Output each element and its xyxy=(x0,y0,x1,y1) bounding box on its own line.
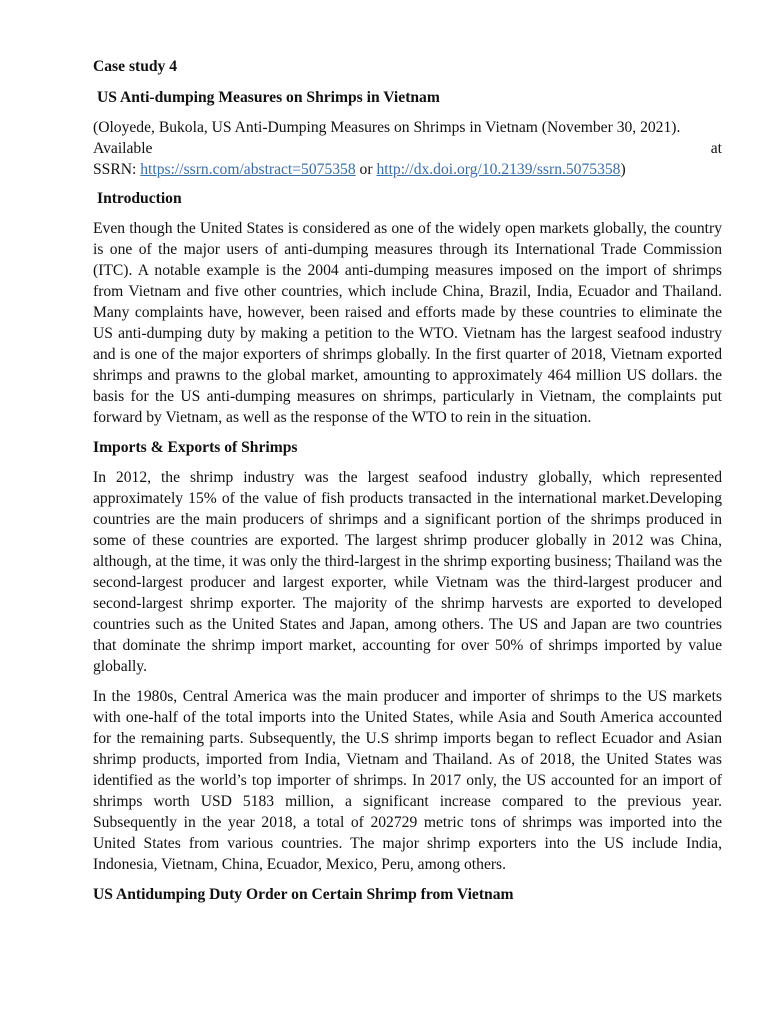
ssrn-link[interactable]: https://ssrn.com/abstract=5075358 xyxy=(140,161,356,178)
introduction-heading: Introduction xyxy=(97,190,182,207)
imports-exports-heading: Imports & Exports of Shrimps xyxy=(93,439,298,456)
document-content xyxy=(93,56,722,914)
citation-or: or xyxy=(355,161,377,178)
ssrn-prefix: SSRN: xyxy=(93,161,141,178)
citation-at-word: at xyxy=(710,140,722,157)
citation xyxy=(93,117,722,180)
antidumping-order-heading: US Antidumping Duty Order on Certain Shrimp from Vietnam xyxy=(93,886,514,903)
imports-paragraph-1: In 2012, the shrimp industry was the largest seafood industry globally, which represented approximately 15% of the value of fish products transacted in the international market.Developing countries are the main producers of shrimps and a significant portion of the shrimps produced in some of these countries are exported. The largest shrimp producer globally in 2012 was China, although, at the time, it was only the third-largest in the shrimp exporting business; Thailand was the second-largest producer and largest exporter, while Vietnam was the third-largest producer and second-largest shrimp exporter. The majority of the shrimp harvests are exported to developed countries such as the United States and Japan, among others. The US and Japan are two countries that dominate the shrimp import market, accounting for over 50% of shrimps imported by value globally. xyxy=(93,469,722,675)
citation-links-line xyxy=(93,159,722,180)
introduction-paragraph: Even though the United States is considered as one of the widely open markets globally, the country is one of the major users of anti-dumping measures through its International Trade Commission (ITC). A notable example is the 2004 anti-dumping measures imposed on the import of shrimps from Vietnam and five other countries, which include China, Brazil, India, Ecuador and Thailand. Many complaints have, however, been raised and efforts made by these countries to eliminate the US anti-dumping duty by making a petition to the WTO. Vietnam has the largest seafood industry and is one of the major exporters of shrimps globally. In the first quarter of 2018, Vietnam exported shrimps and prawns to the global market, amounting to approximately 464 million US dollars. the basis for the US anti-dumping measures on shrimps, particularly in Vietnam, the complaints put forward by Vietnam, as well as the response of the WTO to rein in the situation. xyxy=(93,220,722,426)
citation-availability xyxy=(93,138,722,159)
citation-available-word: Available xyxy=(93,140,153,157)
case-study-label: Case study 4 xyxy=(93,58,178,75)
citation-close: ) xyxy=(620,161,626,178)
document-title: US Anti-dumping Measures on Shrimps in Vietnam xyxy=(97,89,440,106)
citation-line: (Oloyede, Bukola, US Anti-Dumping Measures on Shrimps in Vietnam (November 30, 2021). xyxy=(93,119,681,136)
doi-link[interactable]: http://dx.doi.org/10.2139/ssrn.5075358 xyxy=(376,161,621,178)
imports-paragraph-2: In the 1980s, Central America was the main producer and importer of shrimps to the US markets with one-half of the total imports into the United States, while Asia and South America accounted for the remaining parts. Subsequently, the U.S shrimp imports began to reflect Ecuador and Asian shrimp products, imported from India, Vietnam and Thailand. As of 2018, the United States was identified as the world’s top importer of shrimps. In 2017 only, the US accounted for an import of shrimps worth USD 5183 million, a significant increase compared to the previous year. Subsequently in the year 2018, a total of 202729 metric tons of shrimps was imported into the United States from various countries. The major shrimp exporters into the US include India, Indonesia, Vietnam, China, Ecuador, Mexico, Peru, among others. xyxy=(93,688,722,873)
